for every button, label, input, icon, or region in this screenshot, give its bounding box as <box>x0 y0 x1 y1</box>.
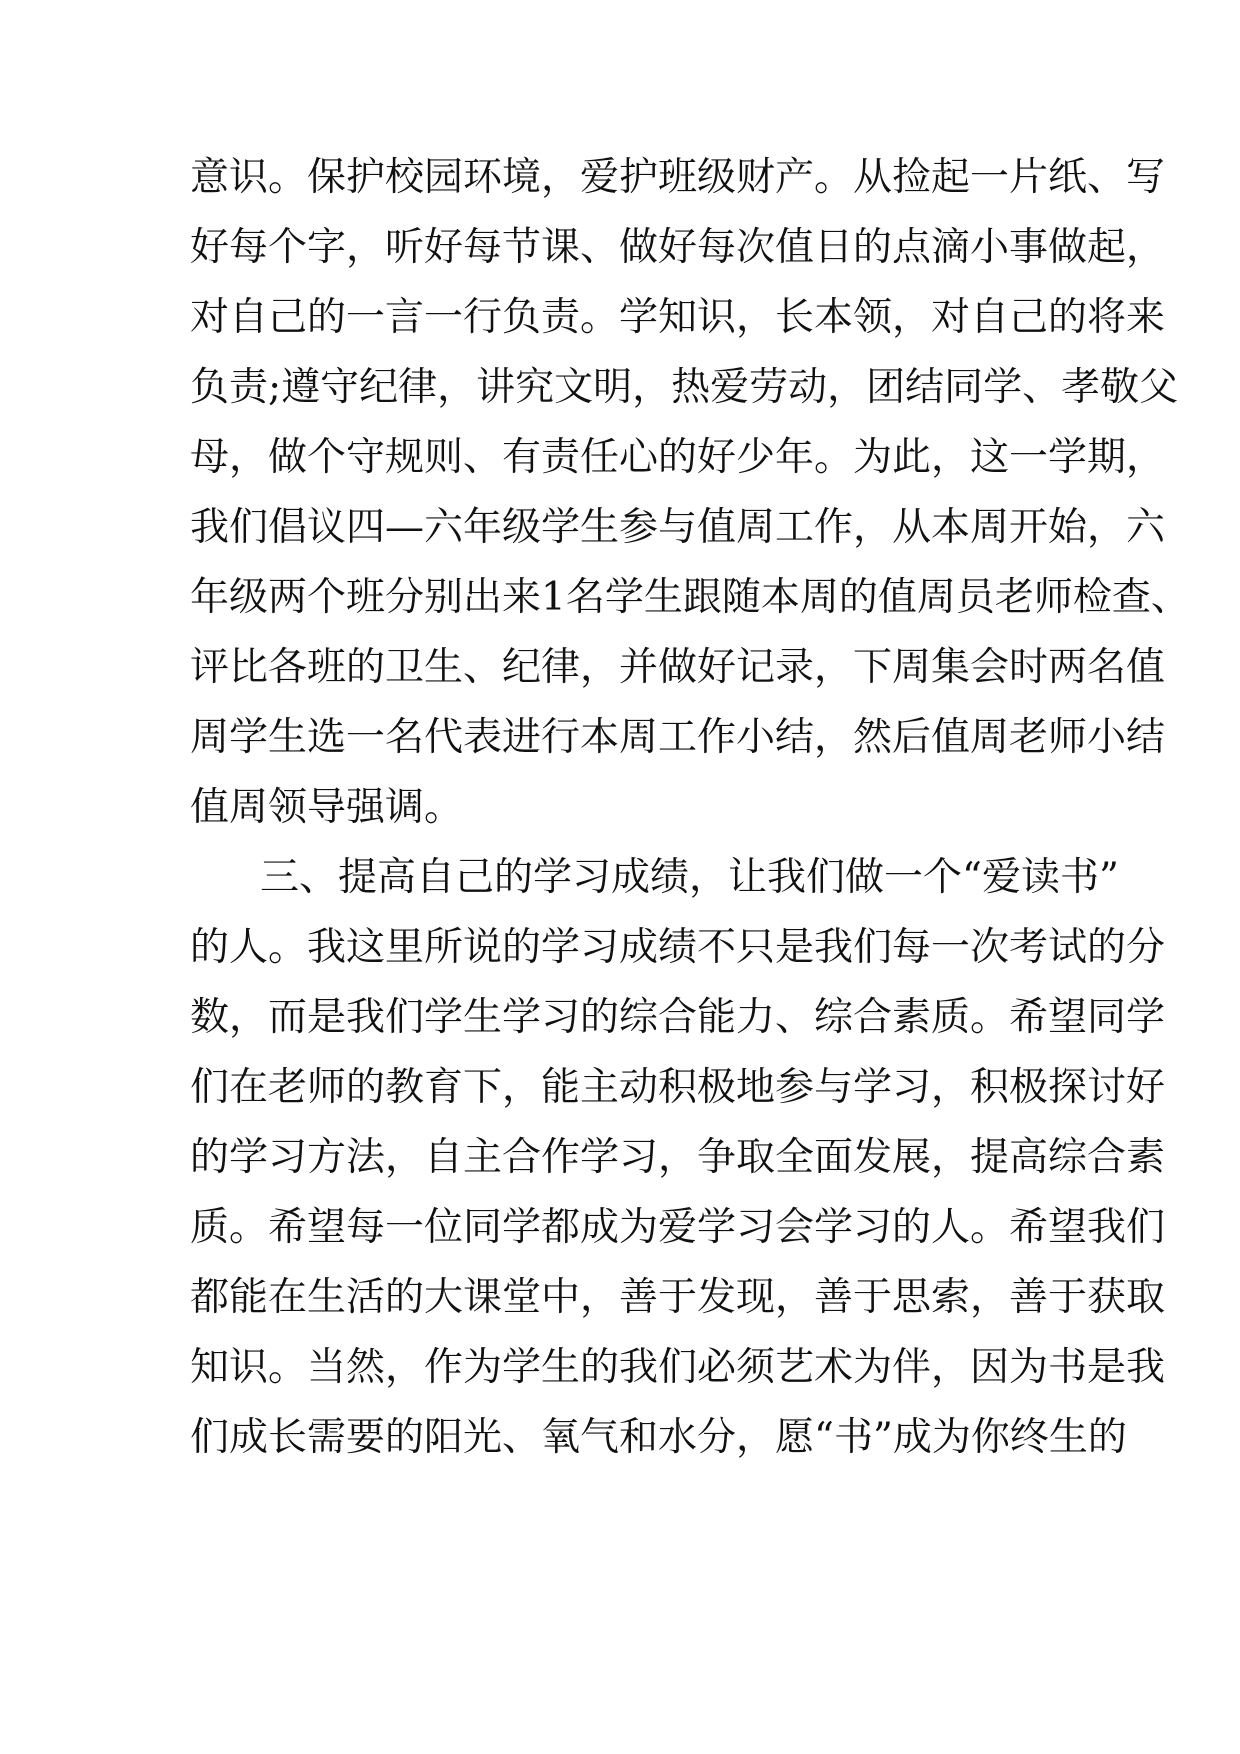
text-line: 质。希望每一位同学都成为爱学习会学习的人。希望我们 <box>190 1205 1166 1250</box>
text-line: 的学习方法，自主合作学习，争取全面发展，提高综合素 <box>190 1135 1166 1180</box>
text-line: 我们倡议四—六年级学生参与值周工作，从本周开始，六 <box>190 505 1166 550</box>
text-line: 对自己的一言一行负责。学知识，长本领，对自己的将来 <box>190 295 1166 340</box>
text-line: 年级两个班分别出来1名学生跟随本周的值周员老师检查、 <box>190 575 1190 620</box>
text-line: 知识。当然，作为学生的我们必须艺术为伴，因为书是我 <box>190 1345 1166 1390</box>
paragraph-first-line: 三、提高自己的学习成绩，让我们做一个“爱读书” <box>260 855 1119 900</box>
text-line: 们成长需要的阳光、氧气和水分，愿“书”成为你终生的 <box>190 1415 1127 1460</box>
text-line: 负责;遵守纪律，讲究文明，热爱劳动，团结同学、孝敬父 <box>190 365 1179 410</box>
text-line: 都能在生活的大课堂中，善于发现，善于思索，善于获取 <box>190 1275 1166 1320</box>
text-line: 值周领导强调。 <box>190 785 464 830</box>
text-line: 的人。我这里所说的学习成绩不只是我们每一次考试的分 <box>190 925 1166 970</box>
text-line: 母，做个守规则、有责任心的好少年。为此，这一学期， <box>190 435 1166 480</box>
text-line: 数，而是我们学生学习的综合能力、综合素质。希望同学 <box>190 995 1166 1040</box>
text-line: 意识。保护校园环境，爱护班级财产。从捡起一片纸、写 <box>190 155 1166 200</box>
text-line: 周学生选一名代表进行本周工作小结，然后值周老师小结 <box>190 715 1166 760</box>
text-line: 好每个字，听好每节课、做好每次值日的点滴小事做起， <box>190 225 1166 270</box>
text-line: 评比各班的卫生、纪律，并做好记录，下周集会时两名值 <box>190 645 1166 690</box>
text-line: 们在老师的教育下，能主动积极地参与学习，积极探讨好 <box>190 1065 1166 1110</box>
